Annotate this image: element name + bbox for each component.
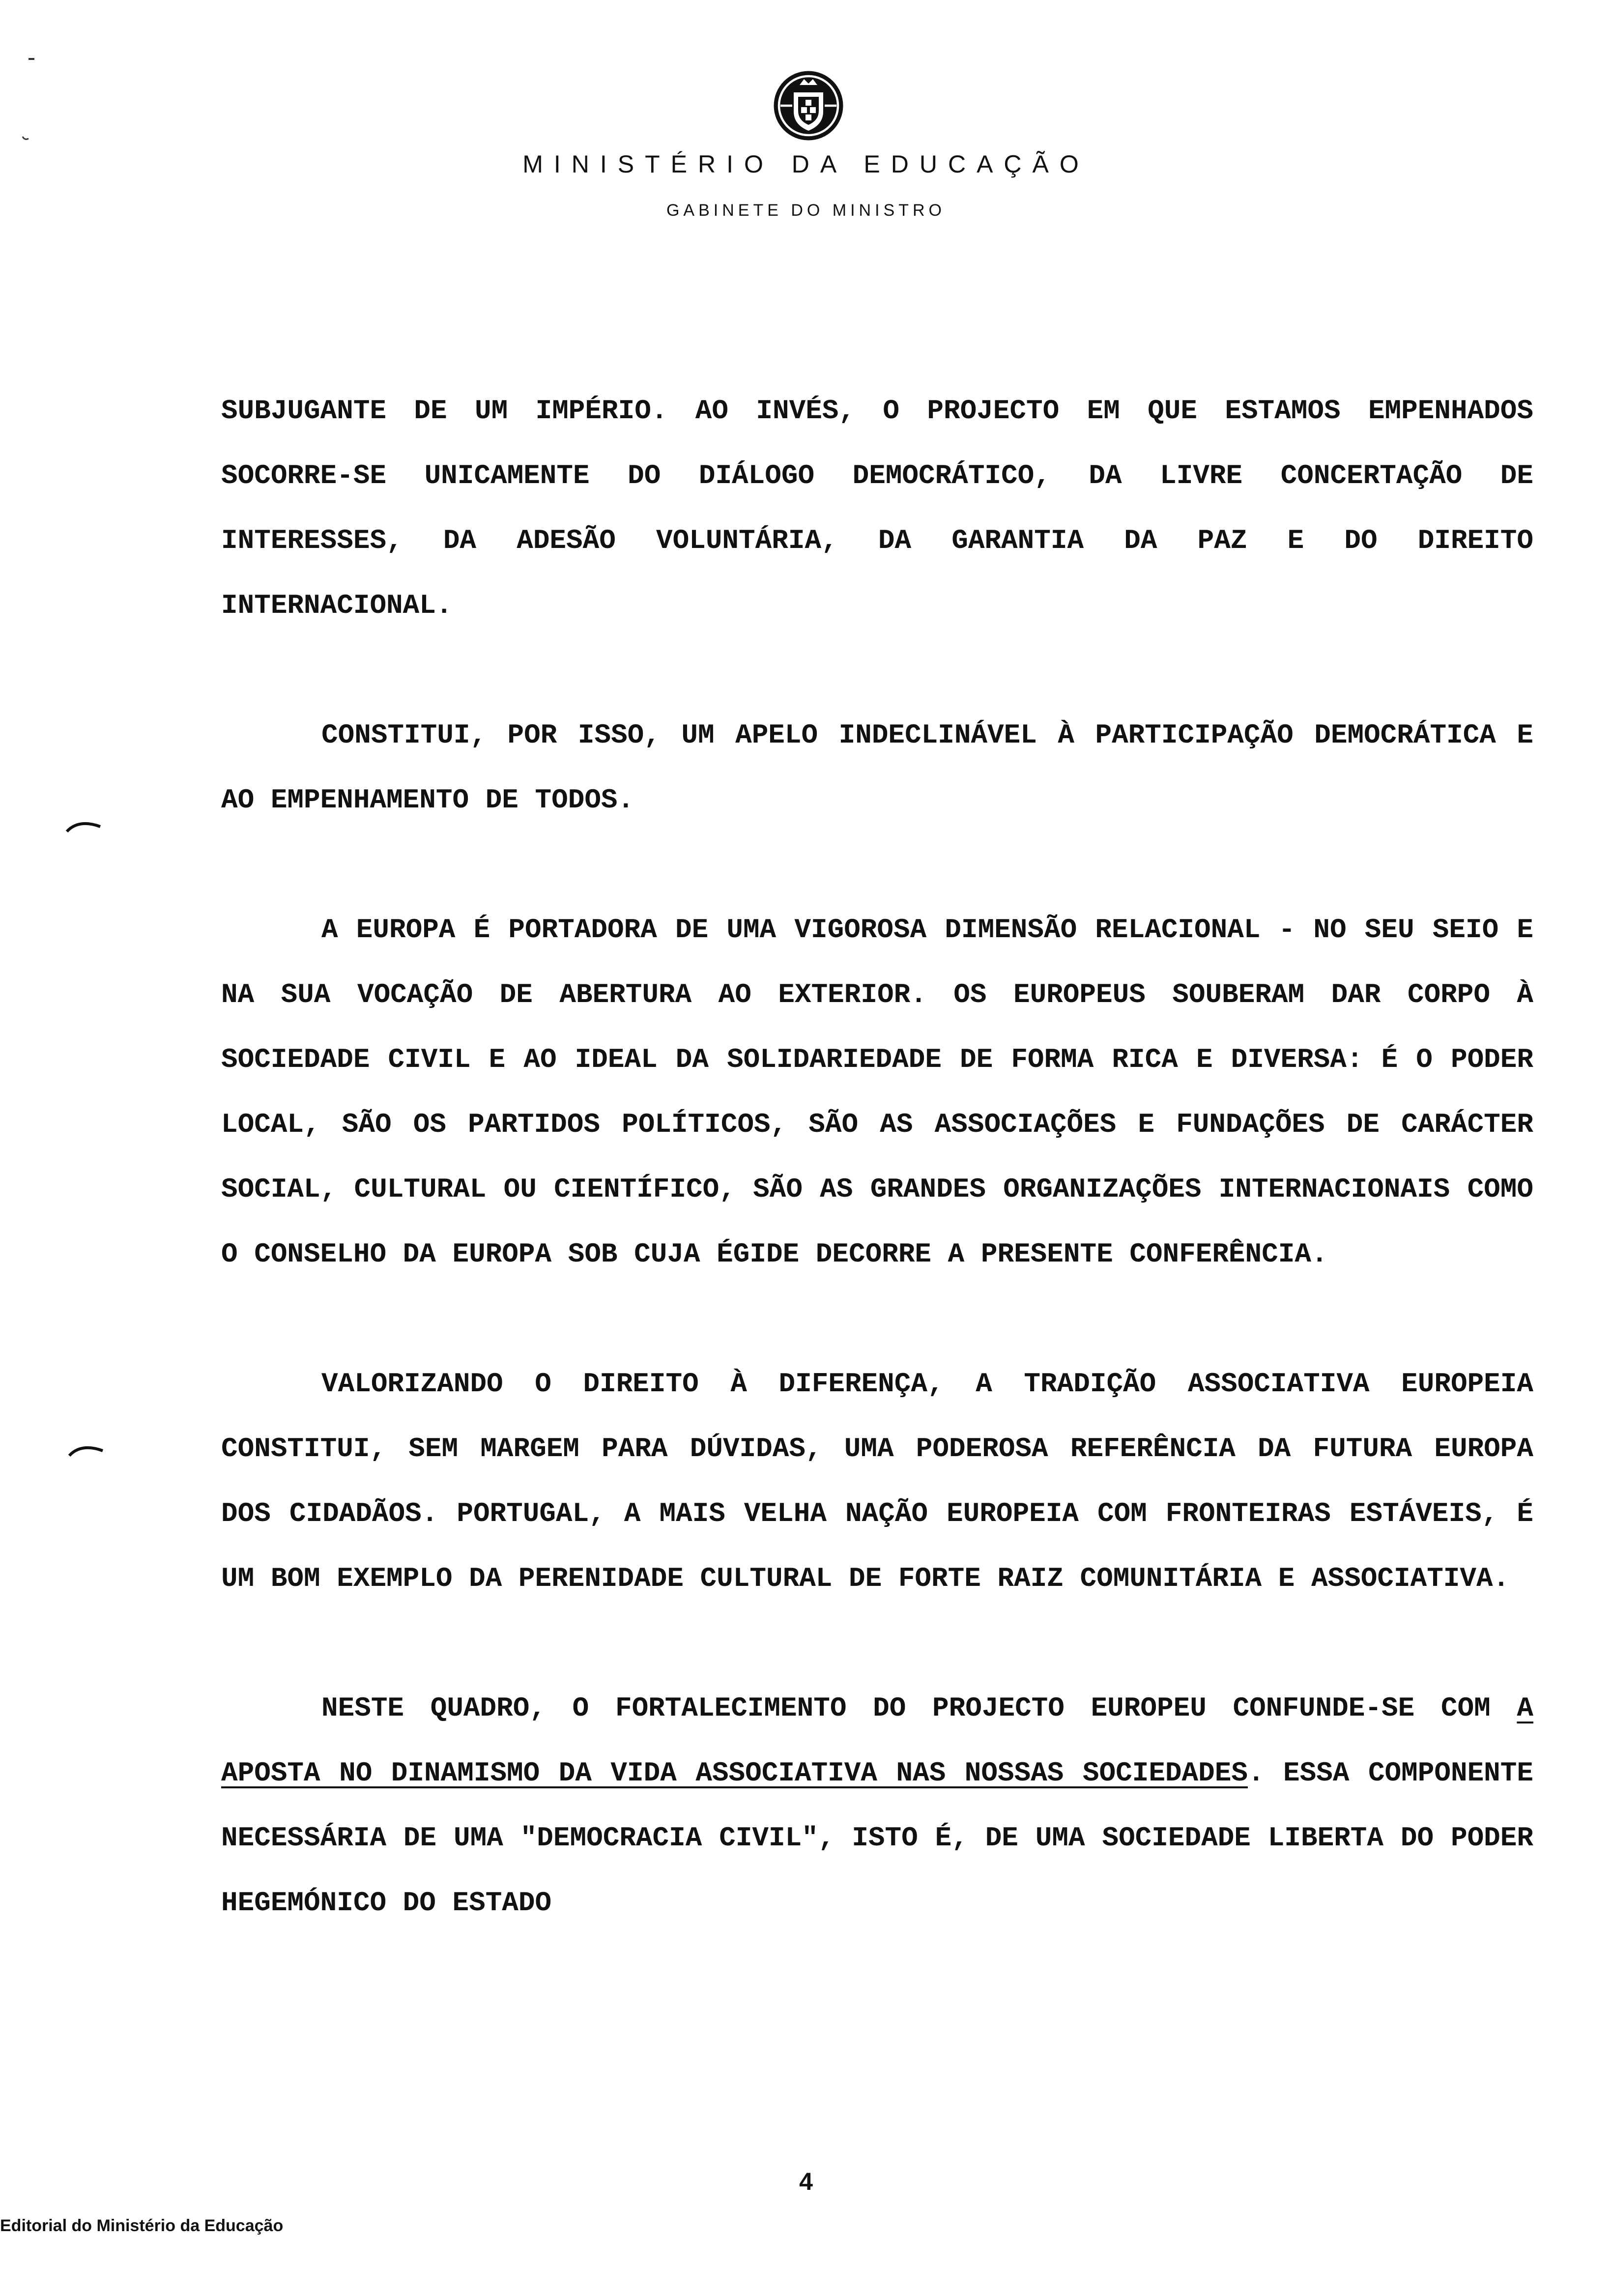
scan-mark (27, 54, 37, 64)
paragraph (221, 1351, 1533, 1611)
punch-hole-mark (66, 1440, 106, 1460)
underlined-phrase: A APOSTA NO DINAMISMO DA VIDA ASSOCIATIVA NAS NOSSAS SOCIEDADES (221, 1693, 1533, 1789)
paragraph-text: SUBJUGANTE DE UM IMPÉRIO. AO INVÉS, O PROJECTO EM QUE ESTAMOS EMPENHADOS SOCORRE-SE UNICAMENTE DO DIÁLOGO DEMOCRÁTICO, DA LIVRE CONCERTAÇÃO DE INTERESSES, DA ADESÃO VOLUNTÁRIA, DA GARANTIA DA PAZ E DO DIREITO INTERNACIONAL. (221, 395, 1533, 621)
coat-of-arms-icon (772, 69, 845, 143)
paragraph (221, 378, 1533, 638)
ministry-name: MINISTÉRIO DA EDUCAÇÃO (522, 150, 1090, 178)
paragraph-text: A EUROPA É PORTADORA DE UMA VIGOROSA DIMENSÃO RELACIONAL - NO SEU SEIO E NA SUA VOCAÇÃO DE ABERTURA AO EXTERIOR. OS EUROPEUS SOUBERAM DAR CORPO À SOCIEDADE CIVIL E AO IDEAL DA SOLIDARIEDADE DE FORMA RICA E DIVERSA: É O PODER LOCAL, SÃO OS PARTIDOS POLÍTICOS, SÃO AS ASSOCIAÇÕES E FUNDAÇÕES DE CARÁCTER SOCIAL, CULTURAL OU CIENTÍFICO, SÃO AS GRANDES ORGANIZAÇÕES INTERNACIONAIS COMO O CONSELHO DA EUROPA SOB CUJA ÉGIDE DECORRE A PRESENTE CONFERÊNCIA. (221, 914, 1533, 1270)
paragraph-text: . ESSA COMPONENTE NECESSÁRIA DE UMA "DEMOCRACIA CIVIL", ISTO É, DE UMA SOCIEDADE LIBERTA DO PODER HEGEMÓNICO DO ESTADO (221, 1757, 1533, 1919)
publisher-credit: Editorial do Ministério da Educação (0, 2216, 284, 2235)
paragraph-text: NESTE QUADRO, O FORTALECIMENTO DO PROJECTO EUROPEU CONFUNDE-SE COM (321, 1693, 1517, 1724)
punch-hole-mark (64, 816, 103, 835)
page-number: 4 (799, 2168, 813, 2195)
document-body (221, 378, 1533, 1935)
scan-mark (21, 133, 32, 144)
paragraph (221, 897, 1533, 1287)
paragraph (221, 703, 1533, 832)
paragraph-text: CONSTITUI, POR ISSO, UM APELO INDECLINÁVEL À PARTICIPAÇÃO DEMOCRÁTICA E AO EMPENHAMENTO DE TODOS. (221, 719, 1533, 816)
paragraph-text: VALORIZANDO O DIREITO À DIFERENÇA, A TRADIÇÃO ASSOCIATIVA EUROPEIA CONSTITUI, SEM MARGEM PARA DÚVIDAS, UMA PODEROSA REFERÊNCIA DA FUTURA EUROPA DOS CIDADÃOS. PORTUGAL, A MAIS VELHA NAÇÃO EUROPEIA COM FRONTEIRAS ESTÁVEIS, É UM BOM EXEMPLO DA PERENIDADE CULTURAL DE FORTE RAIZ COMUNITÁRIA E ASSOCIATIVA. (221, 1368, 1533, 1594)
paragraph (221, 1676, 1533, 1935)
cabinet-name: GABINETE DO MINISTRO (666, 201, 946, 220)
